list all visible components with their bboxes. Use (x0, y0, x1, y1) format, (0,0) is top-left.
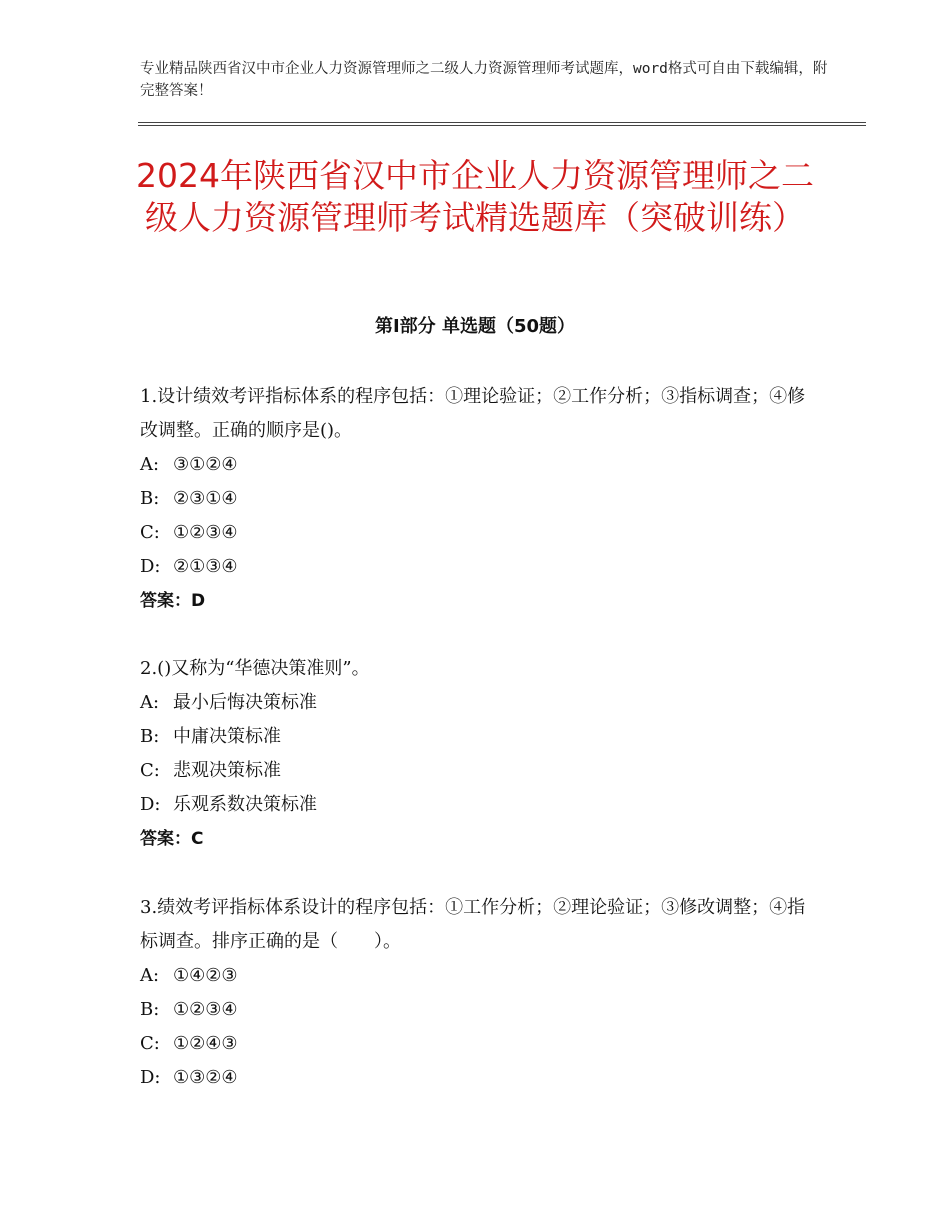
option-label: A: (140, 965, 160, 986)
answer: 答案：D (140, 591, 206, 611)
header-note: 专业精品陕西省汉中市企业人力资源管理师之二级人力资源管理师考试题库，word格式可自由下载编辑，附完整答案！ (140, 61, 828, 99)
option-text: ②③①④ (173, 488, 238, 509)
question-3 (140, 891, 810, 1095)
question-stem: 1.设计绩效考评指标体系的程序包括：①理论验证；②工作分析；③指标调查；④修改调整。正确的顺序是()。 (140, 386, 806, 441)
option-text: ③①②④ (173, 454, 238, 475)
option-a (140, 959, 810, 993)
question-stem: 3.绩效考评指标体系设计的程序包括：①工作分析；②理论验证；③修改调整；④指标调查。排序正确的是（ ）。 (140, 897, 806, 952)
option-d (140, 788, 810, 822)
option-label: D: (140, 1067, 161, 1088)
header-divider (138, 122, 866, 123)
option-b (140, 993, 810, 1027)
question-2 (140, 652, 810, 856)
section-title: 第Ⅰ部分 单选题（50题） (374, 316, 575, 337)
option-label: A: (140, 692, 160, 713)
option-label: B: (140, 488, 160, 509)
answer: 答案：C (140, 829, 204, 849)
option-text: ①②④③ (173, 1033, 238, 1054)
document-title: 2024年陕西省汉中市企业人力资源管理师之二级人力资源管理师考试精选题库（突破训练） (136, 156, 814, 237)
question-stem: 2.()又称为“华德决策准则”。 (140, 658, 370, 679)
option-a (140, 686, 810, 720)
option-text: 最小后悔决策标准 (173, 692, 317, 713)
option-text: ②①③④ (173, 556, 238, 577)
option-b (140, 720, 810, 754)
option-c (140, 516, 810, 550)
header-divider-thick (138, 125, 866, 126)
option-text: ①②③④ (173, 522, 238, 543)
option-d (140, 1061, 810, 1095)
option-label: C: (140, 760, 160, 781)
option-label: D: (140, 556, 161, 577)
option-label: C: (140, 1033, 160, 1054)
option-label: A: (140, 454, 160, 475)
option-text: 乐观系数决策标准 (173, 794, 317, 815)
option-label: B: (140, 999, 160, 1020)
option-c (140, 754, 810, 788)
option-label: D: (140, 794, 161, 815)
option-text: 悲观决策标准 (173, 760, 281, 781)
option-text: ①④②③ (173, 965, 238, 986)
option-b (140, 482, 810, 516)
option-a (140, 448, 810, 482)
option-text: ①②③④ (173, 999, 238, 1020)
option-label: B: (140, 726, 160, 747)
option-label: C: (140, 522, 160, 543)
option-text: ①③②④ (173, 1067, 238, 1088)
option-c (140, 1027, 810, 1061)
option-text: 中庸决策标准 (173, 726, 281, 747)
option-d (140, 550, 810, 584)
question-1 (140, 380, 810, 618)
